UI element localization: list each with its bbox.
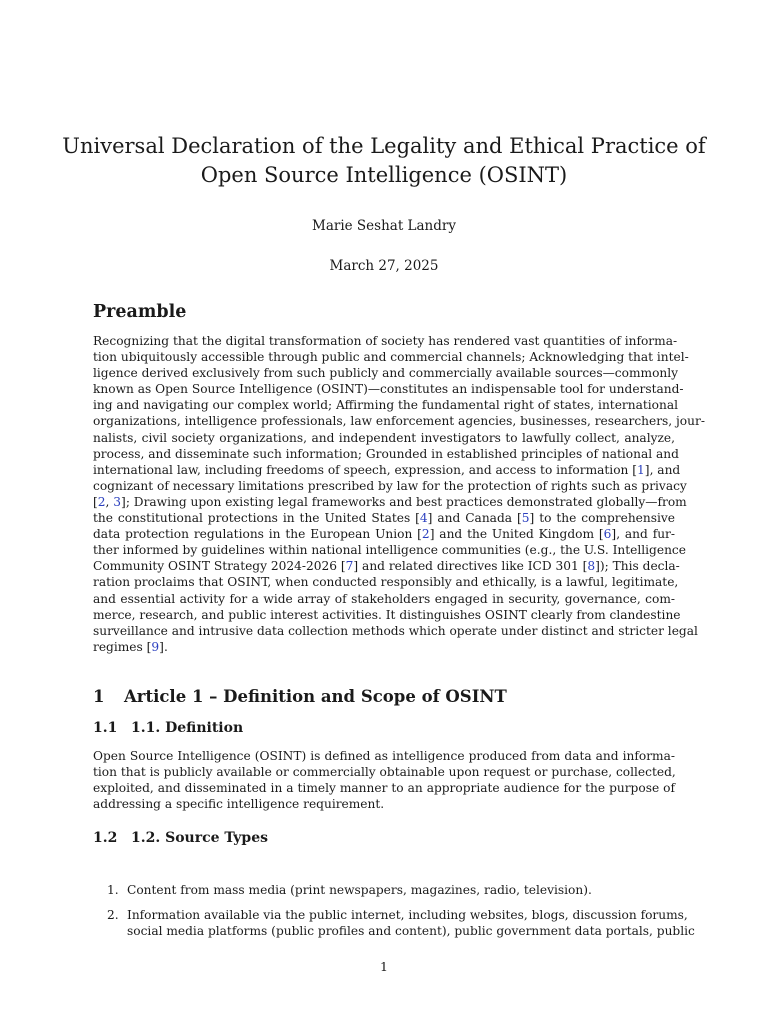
preamble-line: ration proclaims that OSINT, when conducted responsibly and ethically, is a lawful, legitimate,: [93, 575, 679, 590]
preamble-line: ligence derived exclusively from such publicly and commercially available sources—commonly: [93, 366, 679, 381]
citation-link[interactable]: 9: [151, 639, 160, 654]
preamble-line: data protection regulations in the European Union [2] and the United Kingdom [6], and fur-: [93, 527, 675, 542]
citation-link[interactable]: 7: [345, 559, 354, 574]
citation-link[interactable]: 3: [113, 494, 122, 509]
citation-link[interactable]: 1: [637, 462, 645, 477]
citation-link[interactable]: 2: [97, 494, 106, 509]
preamble-line: regimes [9].: [93, 639, 168, 654]
citation-link[interactable]: 4: [419, 511, 428, 526]
preamble-line: process, and disseminate such information; Grounded in established principles of national and: [93, 446, 679, 461]
definition-line: tion that is publicly available or commercially obtainable upon request or purchase, collected,: [93, 765, 676, 780]
subsection-1-2-number: 1.2: [93, 830, 118, 846]
definition-line: exploited, and disseminated in a timely manner to an appropriate audience for the purpose of: [93, 781, 675, 796]
citation-link[interactable]: 6: [603, 527, 612, 542]
list-marker: 2.: [107, 908, 119, 923]
preamble-line: Community OSINT Strategy 2024-2026 [7] and related directives like ICD 301 [8]); This decla-: [93, 559, 680, 574]
page-number: 1: [380, 959, 388, 974]
publication-date: March 27, 2025: [329, 258, 439, 274]
citation-link[interactable]: 5: [521, 511, 530, 526]
preamble-line: Recognizing that the digital transformation of society has rendered vast quantities of informa-: [93, 334, 678, 348]
citation-link[interactable]: 2: [421, 527, 430, 542]
source-types-list: [93, 882, 695, 948]
article-1-number: 1: [93, 687, 105, 706]
list-item-line: Content from mass media (print newspapers, magazines, radio, television).: [127, 883, 592, 897]
preamble-line: cognizant of necessary limitations prescribed by law for the protection of rights such as privacy: [93, 478, 687, 493]
list-item-line: social media platforms (public profiles and content), public government data portals, public: [127, 924, 695, 939]
article-1-title: Article 1 – Definition and Scope of OSINT: [124, 687, 507, 706]
preamble-line: merce, research, and public interest activities. It distinguishes OSINT clearly from clandestine: [93, 607, 681, 622]
list-item-line: Information available via the public internet, including websites, blogs, discussion forums,: [127, 908, 688, 923]
preamble-line: nalists, civil society organizations, and independent investigators to lawfully collect, analyze,: [93, 430, 675, 445]
subsection-1-1-number: 1.1: [93, 720, 118, 736]
preamble-line: known as Open Source Intelligence (OSINT)—constitutes an indispensable tool for understand-: [93, 382, 684, 397]
list-item: [93, 882, 675, 898]
list-item: [93, 907, 695, 939]
preamble-line: international law, including freedoms of speech, expression, and access to information [1], and: [93, 462, 681, 477]
definition-paragraph: [93, 748, 675, 812]
preamble-line: [2, 3]; Drawing upon existing legal frameworks and best practices demonstrated globally—from: [93, 494, 687, 509]
preamble-line: organizations, intelligence professionals, law enforcement agencies, businesses, researchers, jour-: [93, 414, 705, 429]
preamble-line: tion ubiquitously accessible through public and commercial channels; Acknowledging that intel-: [93, 350, 689, 365]
subsection-1-1-heading: [93, 720, 243, 736]
preamble-line: the constitutional protections in the United States [4] and Canada [5] to the comprehensive: [93, 511, 675, 526]
preamble-line: and essential activity for a wide array of stakeholders engaged in security, governance, com-: [93, 591, 675, 606]
subsection-1-2-heading: [93, 830, 268, 846]
title-line-1: Universal Declaration of the Legality and Ethical Practice of: [62, 134, 706, 158]
preamble-line: ther informed by guidelines within national intelligence communities (e.g., the U.S. Intelligence: [93, 543, 686, 558]
article-1-heading: [93, 687, 507, 706]
list-marker: 1.: [107, 883, 119, 897]
subsection-1-2-title: 1.2. Source Types: [131, 830, 269, 846]
author-name: Marie Seshat Landry: [312, 218, 456, 234]
preamble-paragraph: [93, 333, 705, 655]
preamble-heading: Preamble: [93, 302, 187, 322]
preamble-line: ing and navigating our complex world; Affirming the fundamental right of states, international: [93, 398, 678, 413]
subsection-1-1-title: 1.1. Definition: [131, 720, 244, 736]
definition-line: addressing a specific intelligence requirement.: [93, 797, 385, 812]
document-title: [60, 132, 708, 190]
definition-line: Open Source Intelligence (OSINT) is defined as intelligence produced from data and informa-: [93, 749, 675, 763]
preamble-line: surveillance and intrusive data collection methods which operate under distinct and stricter legal: [93, 623, 698, 638]
citation-link[interactable]: 8: [587, 559, 596, 574]
title-line-2: Open Source Intelligence (OSINT): [200, 163, 568, 187]
